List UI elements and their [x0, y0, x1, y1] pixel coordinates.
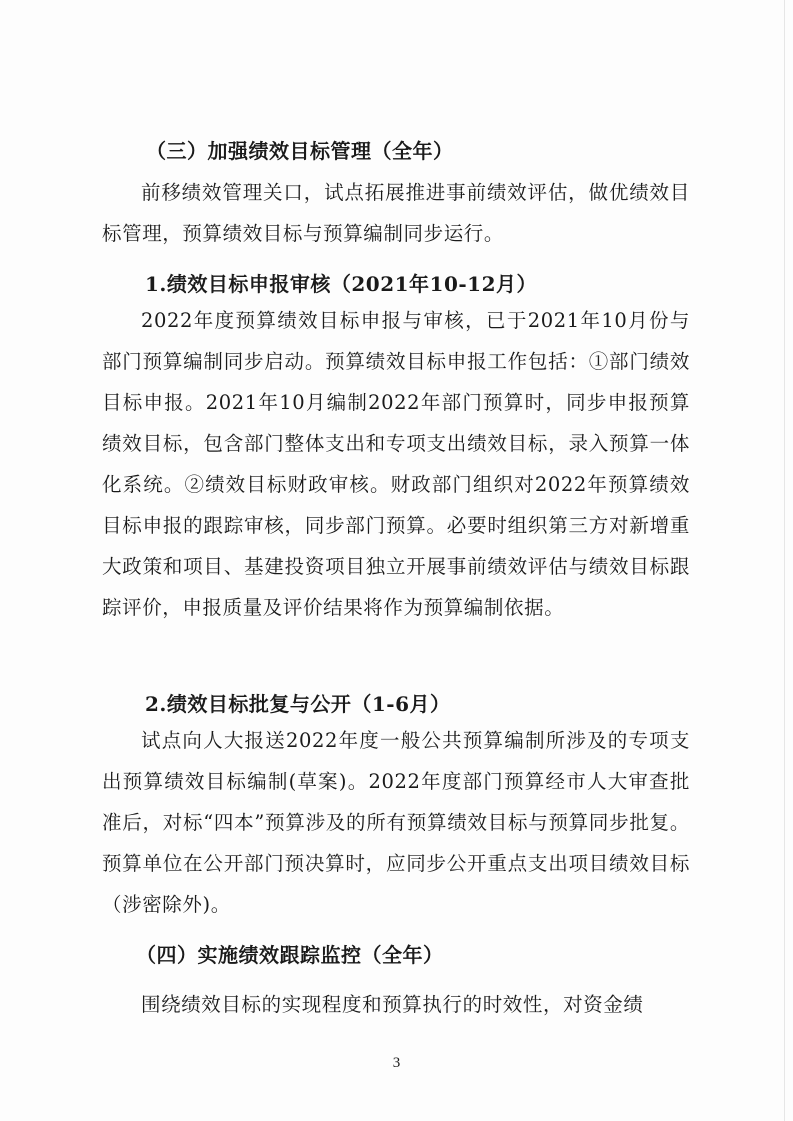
section-four-intro-paragraph: 围绕绩效目标的实现程度和预算执行的时效性，对资金绩 [141, 993, 644, 1016]
section-heading-three: （三）加强绩效目标管理（全年） [146, 139, 454, 163]
subsection-heading-1: 1.绩效目标申报审核（2021年10-12月） [145, 272, 538, 296]
subsection-2-paragraph: 试点向人大报送2022年度一般公共预算编制所涉及的专项支出预算绩效目标编制(草案)。2022年度部门预算经市人大审查批准后，对标“四本”预算涉及的所有预算绩效目标与预算同步批复。预算单位在公开部门预决算时，应同步公开重点支出项目绩效目标（涉密除外)。 [102, 729, 690, 916]
page-number: 3 [392, 1055, 401, 1071]
section-heading-four: （四）实施绩效跟踪监控（全年） [136, 943, 444, 967]
scan-edge-line [784, 0, 785, 1121]
subsection-heading-2: 2.绩效目标批复与公开（1-6月） [145, 692, 451, 716]
subsection-1-paragraph: 2022年度预算绩效目标申报与审核，已于2021年10月份与部门预算编制同步启动。预算绩效目标申报工作包括：①部门绩效目标申报。2021年10月编制2022年部门预算时，同步申报预算绩效目标，包含部门整体支出和专项支出绩效目标，录入预算一体化系统。②绩效目标财政审核。财政部门组织对2022年预算绩效目标申报的跟踪审核，同步部门预算。必要时组织第三方对新增重大政策和项目、基建投资项目独立开展事前绩效评估与绩效目标跟踪评价，申报质量及评价结果将作为预算编制依据。 [102, 309, 690, 619]
section-three-intro-paragraph: 前移绩效管理关口，试点拓展推进事前绩效评估，做优绩效目标管理，预算绩效目标与预算编制同步运行。 [102, 181, 690, 245]
